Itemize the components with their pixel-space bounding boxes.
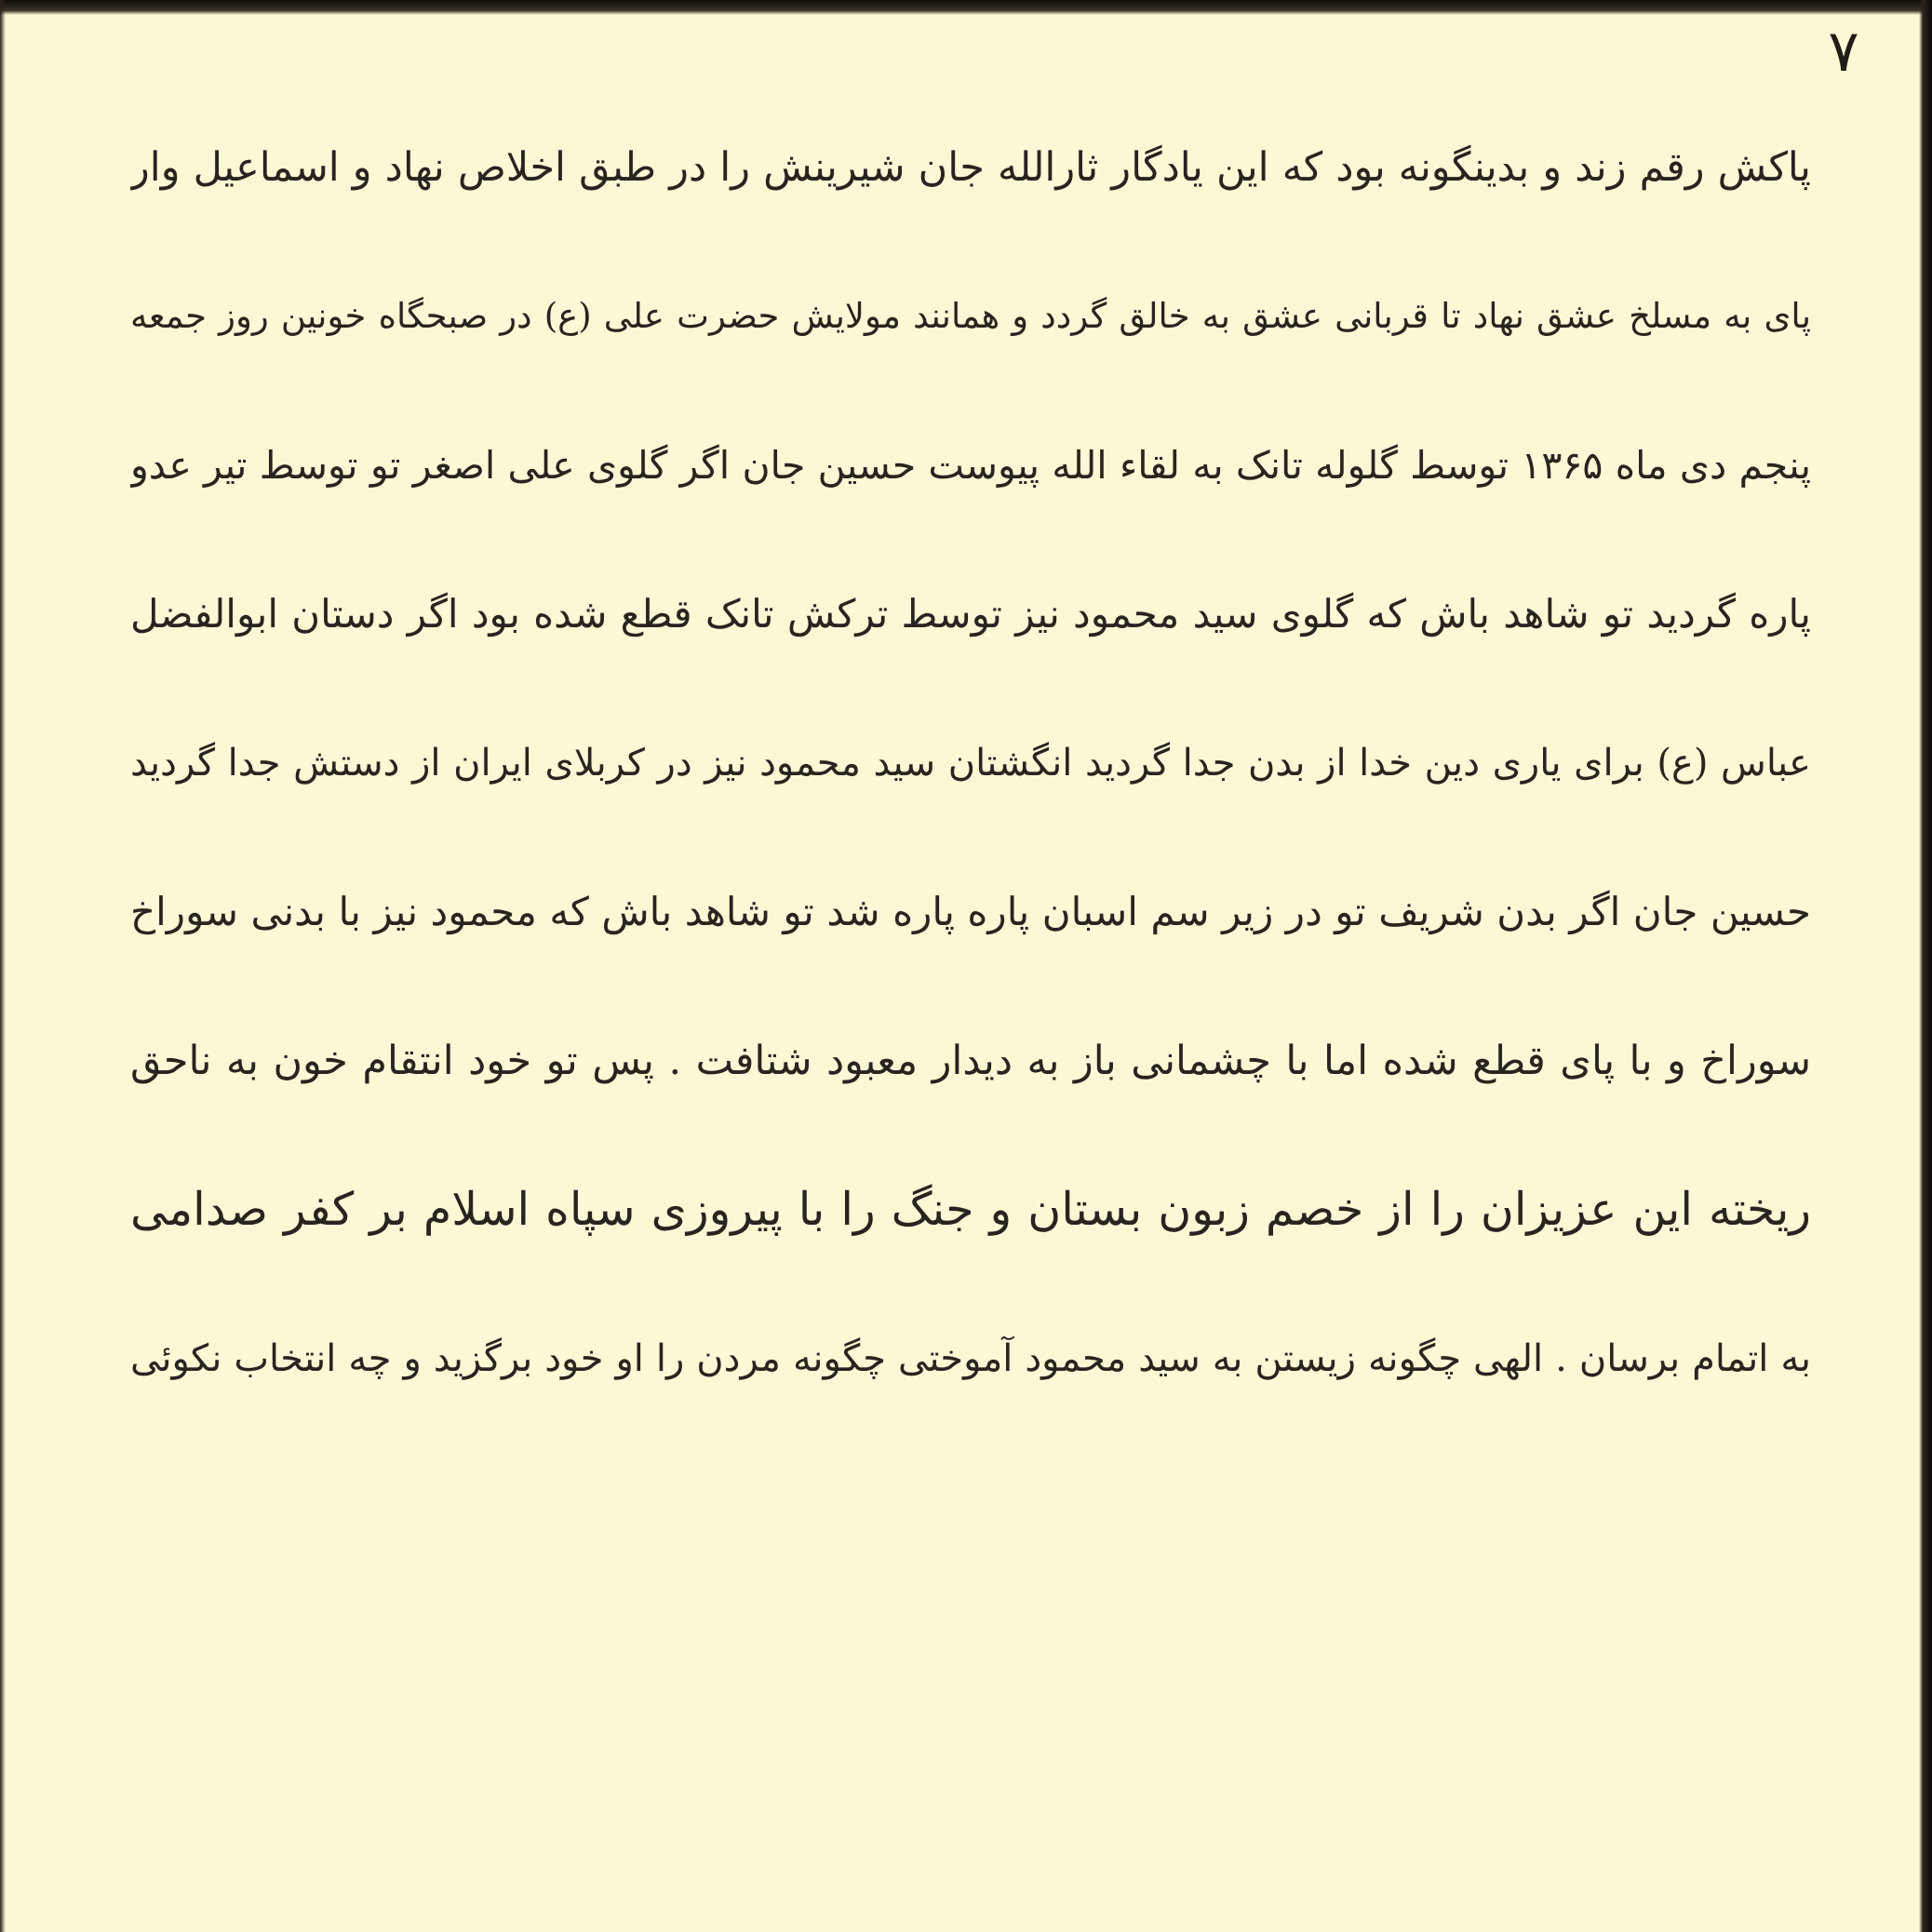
scan-edge-left (0, 0, 6, 1932)
text-line: سوراخ و با پای قطع شده اما با چشمانی باز به دیدار معبود شتافت . پس تو خود انتقام خون به ناحق (130, 1038, 1811, 1084)
text-line: پای به مسلخ عشق نهاد تا قربانی عشق به خالق گردد و همانند مولایش حضرت علی (ع) در صبحگاه خونین روز جمعه (130, 296, 1811, 336)
text-line: ریخته این عزیزان را از خصم زبون بستان و جنگ را با پیروزی سپاه اسلام بر کفر صدامی (130, 1183, 1811, 1236)
text-line: پاره گردید تو شاهد باش که گلوی سید محمود نیز توسط ترکش تانک قطع شده بود اگر دستان ابوالفضل (130, 591, 1811, 637)
text-line: پنجم دی ماه ۱۳۶۵ توسط گلوله تانک به لقاء الله پیوست حسین جان اگر گلوی علی اصغر تو توسط تیر عدو (130, 443, 1811, 488)
text-line: به اتمام برسان . الهی چگونه زیستن به سید محمود آموختی چگونه مردن را او خود برگزید و چه انتخاب نکوئی (130, 1337, 1811, 1380)
page-number: ۷ (1828, 17, 1859, 85)
scan-edge-top (0, 0, 1932, 15)
text-line: عباس (ع) برای یاری دین خدا از بدن جدا گردید انگشتان سید محمود نیز در کربلای ایران از دستش جدا گردید (130, 742, 1811, 785)
text-line: حسین جان اگر بدن شریف تو در زیر سم اسبان پاره پاره شد تو شاهد باش که محمود نیز با بدنی سوراخ (130, 889, 1811, 934)
handwritten-text-block (130, 93, 1811, 1433)
scan-edge-right (1919, 0, 1932, 1932)
text-line: پاکش رقم زند و بدینگونه بود که این یادگار ثارالله جان شیرینش را در طبق اخلاص نهاد و اسماعیل وار (130, 144, 1811, 191)
